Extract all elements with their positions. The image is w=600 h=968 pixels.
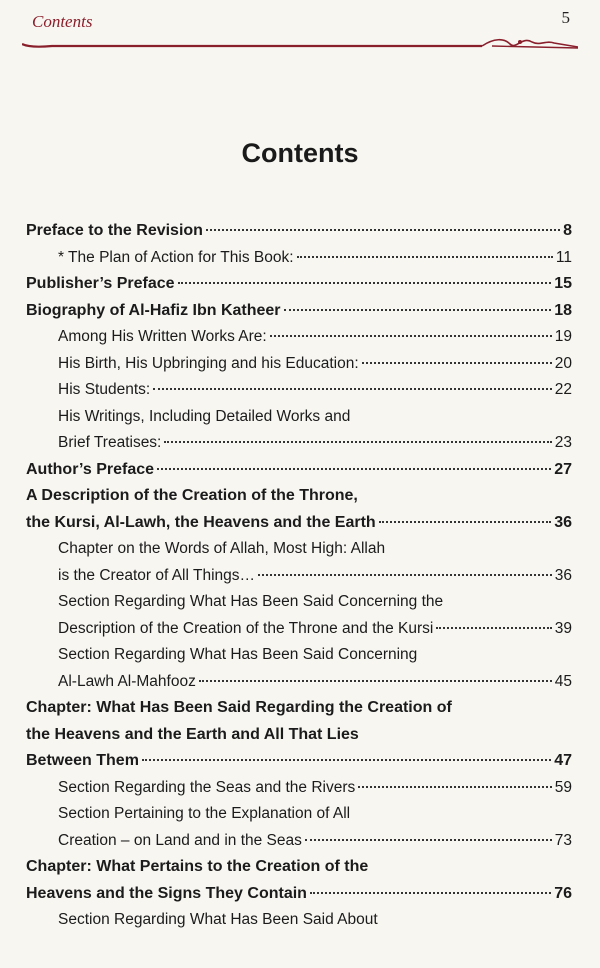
- toc-entry-title: Preface to the Revision: [26, 222, 203, 239]
- dot-leader: [436, 627, 551, 629]
- toc-entry-line: Chapter: What Has Been Said Regarding the Creation of: [26, 699, 452, 716]
- toc-entry-title: Creation – on Land and in the Seas: [58, 831, 302, 849]
- toc-entry-title: Biography of Al-Hafiz Ibn Katheer: [26, 301, 281, 319]
- toc-entry: [26, 457, 572, 484]
- toc-entry-line: the Heavens and the Earth and All That Lies: [26, 725, 359, 743]
- page-number: 5: [561, 8, 570, 27]
- toc-entry: [26, 695, 572, 775]
- toc-entry-title: Description of the Creation of the Throne and the Kursi: [58, 619, 434, 637]
- toc-entry-title: Author’s Preface: [26, 460, 155, 478]
- toc-entry: [26, 404, 572, 457]
- dot-leader: [284, 309, 552, 311]
- toc-entry: [26, 775, 572, 802]
- toc-entry: [26, 218, 572, 245]
- toc-page-number: 19: [554, 328, 572, 345]
- ornamental-rule-icon: [22, 34, 578, 52]
- toc-entry: [26, 351, 572, 378]
- dot-leader: [164, 441, 551, 443]
- toc-entry: [26, 854, 572, 907]
- toc-entry-line: Chapter: What Pertains to the Creation of the: [26, 858, 369, 875]
- dot-leader: [199, 680, 552, 682]
- toc-entry-title: Section Regarding the Seas and the Rivers: [58, 778, 356, 796]
- toc-entry-title: Heavens and the Signs They Contain: [26, 884, 307, 902]
- toc-entry-line: Section Regarding What Has Been Said Concerning: [58, 646, 418, 663]
- toc-page-number: 73: [554, 831, 572, 849]
- dot-leader: [305, 839, 552, 841]
- toc-page-number: 20: [554, 354, 572, 372]
- toc-entry: [26, 324, 572, 351]
- toc-page-number: 76: [554, 884, 572, 902]
- running-head: [22, 8, 578, 48]
- toc-entry-line: A Description of the Creation of the Throne,: [26, 487, 358, 504]
- toc-entry-line: Chapter on the Words of Allah, Most High: Allah: [58, 540, 386, 557]
- toc-entry-title: Brief Treatises:: [58, 434, 162, 451]
- toc-entry-title: His Birth, His Upbringing and his Education:: [58, 354, 359, 372]
- toc-entry-line: His Writings, Including Detailed Works and: [58, 407, 351, 425]
- running-title: Contents: [32, 12, 93, 31]
- toc-page-number: 36: [554, 566, 572, 584]
- toc-entry-title: Section Regarding What Has Been Said About: [58, 911, 378, 928]
- toc-entry-title: Al-Lawh Al-Mahfooz: [58, 672, 196, 690]
- page-title: Contents: [241, 138, 359, 168]
- toc-page-number: 47: [554, 752, 572, 769]
- toc-entry: [26, 642, 572, 695]
- dot-leader: [178, 282, 552, 284]
- toc-page-number: 22: [554, 381, 572, 398]
- dot-leader: [358, 786, 551, 788]
- toc-entry-title: His Students:: [58, 381, 151, 398]
- toc-entry: [26, 589, 572, 642]
- toc-entry-title: Among His Written Works Are:: [58, 328, 267, 345]
- toc-entry: [26, 245, 572, 272]
- toc-page-number: 45: [554, 672, 572, 690]
- table-of-contents: [26, 218, 572, 934]
- toc-entry-title: * The Plan of Action for This Book:: [58, 248, 294, 266]
- toc-entry: [26, 801, 572, 854]
- dot-leader: [297, 256, 553, 258]
- toc-entry-title: Publisher’s Preface: [26, 275, 175, 292]
- dot-leader: [142, 759, 551, 761]
- toc-entry-title: Between Them: [26, 752, 139, 769]
- toc-page-number: 23: [554, 434, 572, 451]
- toc-page-number: 59: [554, 778, 572, 796]
- toc-entry-line: Section Pertaining to the Explanation of All: [58, 805, 351, 822]
- dot-leader: [362, 362, 552, 364]
- toc-entry: [26, 377, 572, 404]
- dot-leader: [206, 229, 560, 231]
- toc-entry: [26, 298, 572, 325]
- toc-page-number: 8: [563, 222, 572, 239]
- toc-entry-line: Section Regarding What Has Been Said Concerning the: [58, 593, 444, 610]
- toc-entry-title: the Kursi, Al-Lawh, the Heavens and the Earth: [26, 513, 376, 531]
- dot-leader: [157, 468, 551, 470]
- toc-entry: [26, 907, 572, 934]
- dot-leader: [153, 388, 552, 390]
- toc-entry: [26, 536, 572, 589]
- toc-entry: [26, 483, 572, 536]
- toc-page-number: 36: [554, 513, 572, 531]
- dot-leader: [270, 335, 552, 337]
- toc-page-number: 18: [554, 301, 572, 319]
- dot-leader: [379, 521, 552, 523]
- toc-page-number: 11: [555, 248, 572, 266]
- toc-page-number: 39: [554, 619, 572, 637]
- toc-entry-title: is the Creator of All Things…: [58, 566, 255, 584]
- toc-page-number: 27: [554, 460, 572, 478]
- dot-leader: [310, 892, 551, 894]
- toc-page-number: 15: [554, 275, 572, 292]
- dot-leader: [258, 574, 552, 576]
- toc-entry: [26, 271, 572, 298]
